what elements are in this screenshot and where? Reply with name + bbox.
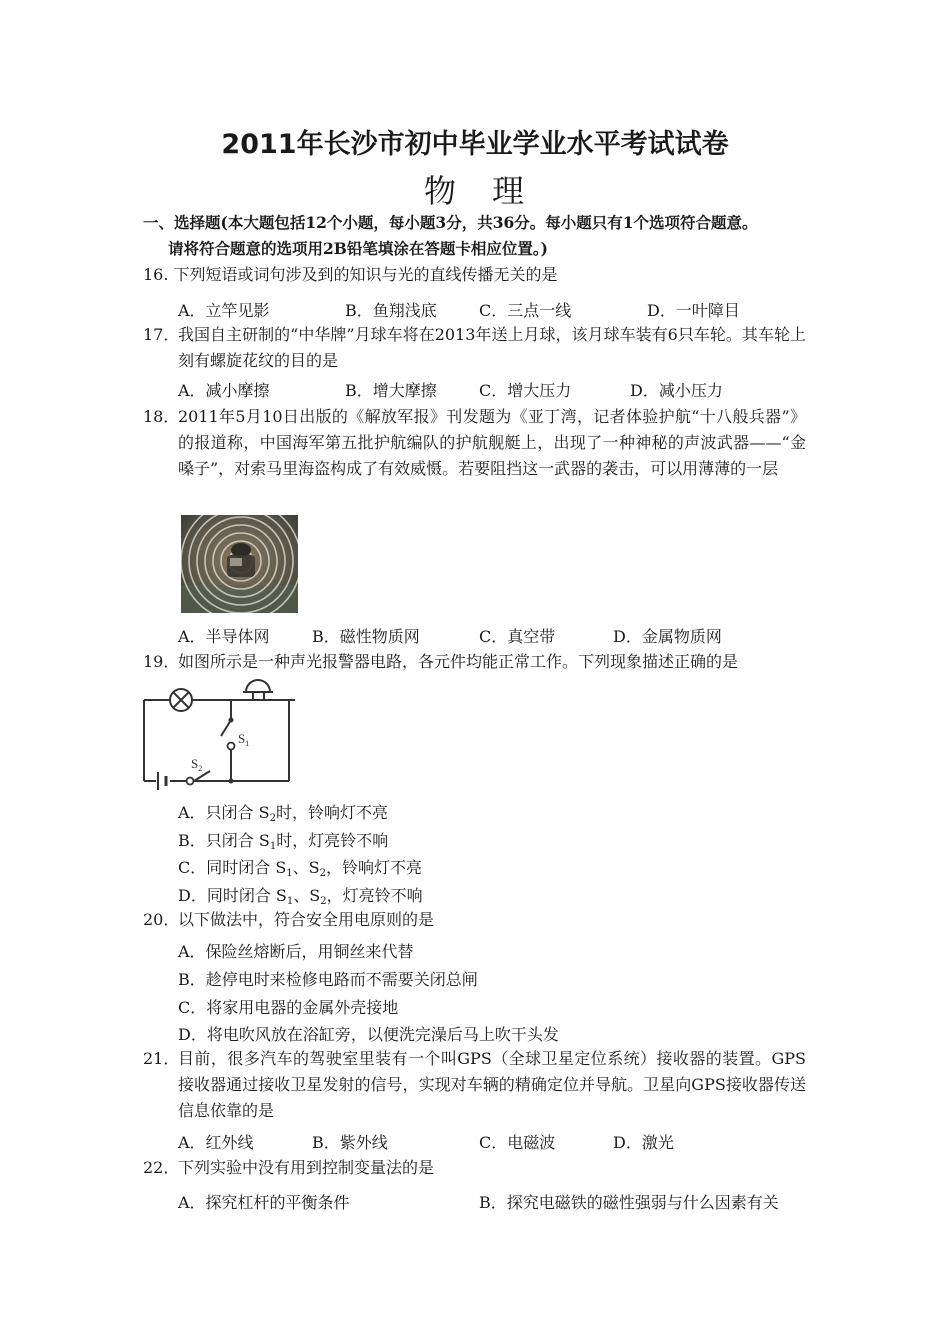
q18-option-b: B．磁性物质网 — [312, 627, 420, 646]
q20-option-c: C．将家用电器的金属外壳接地 — [178, 998, 399, 1017]
question-22-number: 22． — [143, 1158, 180, 1177]
q16-option-c: C．三点一线 — [479, 301, 572, 320]
q20-option-b: B．趁停电时来检修电路而不需要关闭总闸 — [178, 970, 478, 989]
q18-option-c: C．真空带 — [479, 627, 556, 646]
q22-option-a: A．探究杠杆的平衡条件 — [178, 1193, 350, 1212]
q16-option-d: D．一叶障目 — [647, 301, 740, 320]
question-19-number: 19． — [143, 652, 180, 671]
switch-s2-icon — [187, 771, 234, 785]
subject-title: 物 理 — [423, 172, 526, 210]
section-heading-line2: 请将符合题意的选项用2B铅笔填涂在答题卡相应位置。) — [168, 239, 548, 258]
s2-label: $S_2$ — [191, 756, 203, 773]
question-21-stem: 目前，很多汽车的驾驶室里装有一个叫GPS（全球卫星定位系统）接收器的装置。GPS接收器通过接收卫星发射的信号，实现对车辆的精确定位并导航。卫星向GPS接收器传送信息依靠的是 — [178, 1049, 806, 1120]
q17-option-a: A．减小摩擦 — [178, 381, 270, 400]
section-heading-line1: 一、选择题(本大题包括12个小题，每小题3分，共36分。每小题只有1个选项符合题意。 — [143, 213, 758, 232]
question-22-stem: 下列实验中没有用到控制变量法的是 — [178, 1158, 435, 1177]
q21-option-d: D．激光 — [613, 1133, 674, 1152]
circuit-diagram — [140, 678, 295, 790]
q19-option-d: D．同时闭合 $S_1$、$S_2$，灯亮铃不响 — [178, 886, 423, 907]
question-20-stem: 以下做法中，符合安全用电原则的是 — [178, 910, 435, 929]
q18-option-d: D．金属物质网 — [613, 627, 722, 646]
question-16-stem: 16. 下列短语或词句涉及到的知识与光的直线传播无关的是 — [143, 265, 558, 284]
question-20-number: 20． — [143, 910, 180, 929]
battery-icon — [158, 772, 166, 790]
q17-option-b: B．增大摩擦 — [345, 381, 437, 400]
question-19-stem: 如图所示是一种声光报警器电路，各元件均能正常工作。下列现象描述正确的是 — [178, 652, 739, 671]
switch-s1-icon — [221, 718, 235, 750]
q16-option-a: A．立竿见影 — [178, 301, 270, 320]
q18-option-a: A．半导体网 — [178, 627, 270, 646]
question-21-number: 21． — [143, 1049, 180, 1068]
q17-option-c: C．增大压力 — [479, 381, 572, 400]
q20-option-d: D．将电吹风放在浴缸旁，以便洗完澡后马上吹干头发 — [178, 1025, 559, 1044]
exam-title: 2011年长沙市初中毕业学业水平考试试卷 — [221, 129, 729, 160]
lamp-icon — [170, 689, 192, 711]
q17-option-d: D．减小压力 — [630, 381, 723, 400]
question-18-stem: 2011年5月10日出版的《解放军报》刊发题为《亚丁湾，记者体验护航“十八般兵器”》的报道称，中国海军第五批护航编队的护航舰艇上，出现了一种神秘的声波武器——“金嗓子”，对索马里海盗构成了有效威慑。若要阻挡这一武器的袭击，可以用薄薄的一层 — [178, 407, 806, 478]
q19-option-a: A．只闭合 $S_2$时，铃响灯不亮 — [178, 803, 388, 824]
question-17-number: 17． — [143, 325, 180, 344]
bell-icon — [243, 680, 273, 700]
q21-option-c: C．电磁波 — [479, 1133, 556, 1152]
question-17-stem: 我国自主研制的“中华牌”月球车将在2013年送上月球，该月球车装有6只车轮。其车轮上刻有螺旋花纹的目的是 — [178, 325, 806, 370]
q21-option-a: A．红外线 — [178, 1133, 254, 1152]
q20-option-a: A．保险丝熔断后，用铜丝来代替 — [178, 942, 414, 961]
sonic-weapon-photo — [181, 515, 298, 613]
s1-label: $S_1$ — [238, 731, 250, 748]
q19-option-b: B．只闭合 $S_1$时，灯亮铃不响 — [178, 831, 389, 852]
q19-option-c: C．同时闭合 $S_1$、$S_2$，铃响灯不亮 — [178, 858, 423, 879]
q22-option-b: B．探究电磁铁的磁性强弱与什么因素有关 — [479, 1193, 779, 1212]
q16-option-b: B．鱼翔浅底 — [345, 301, 437, 320]
q21-option-b: B．紫外线 — [312, 1133, 388, 1152]
question-18-number: 18． — [143, 407, 180, 426]
